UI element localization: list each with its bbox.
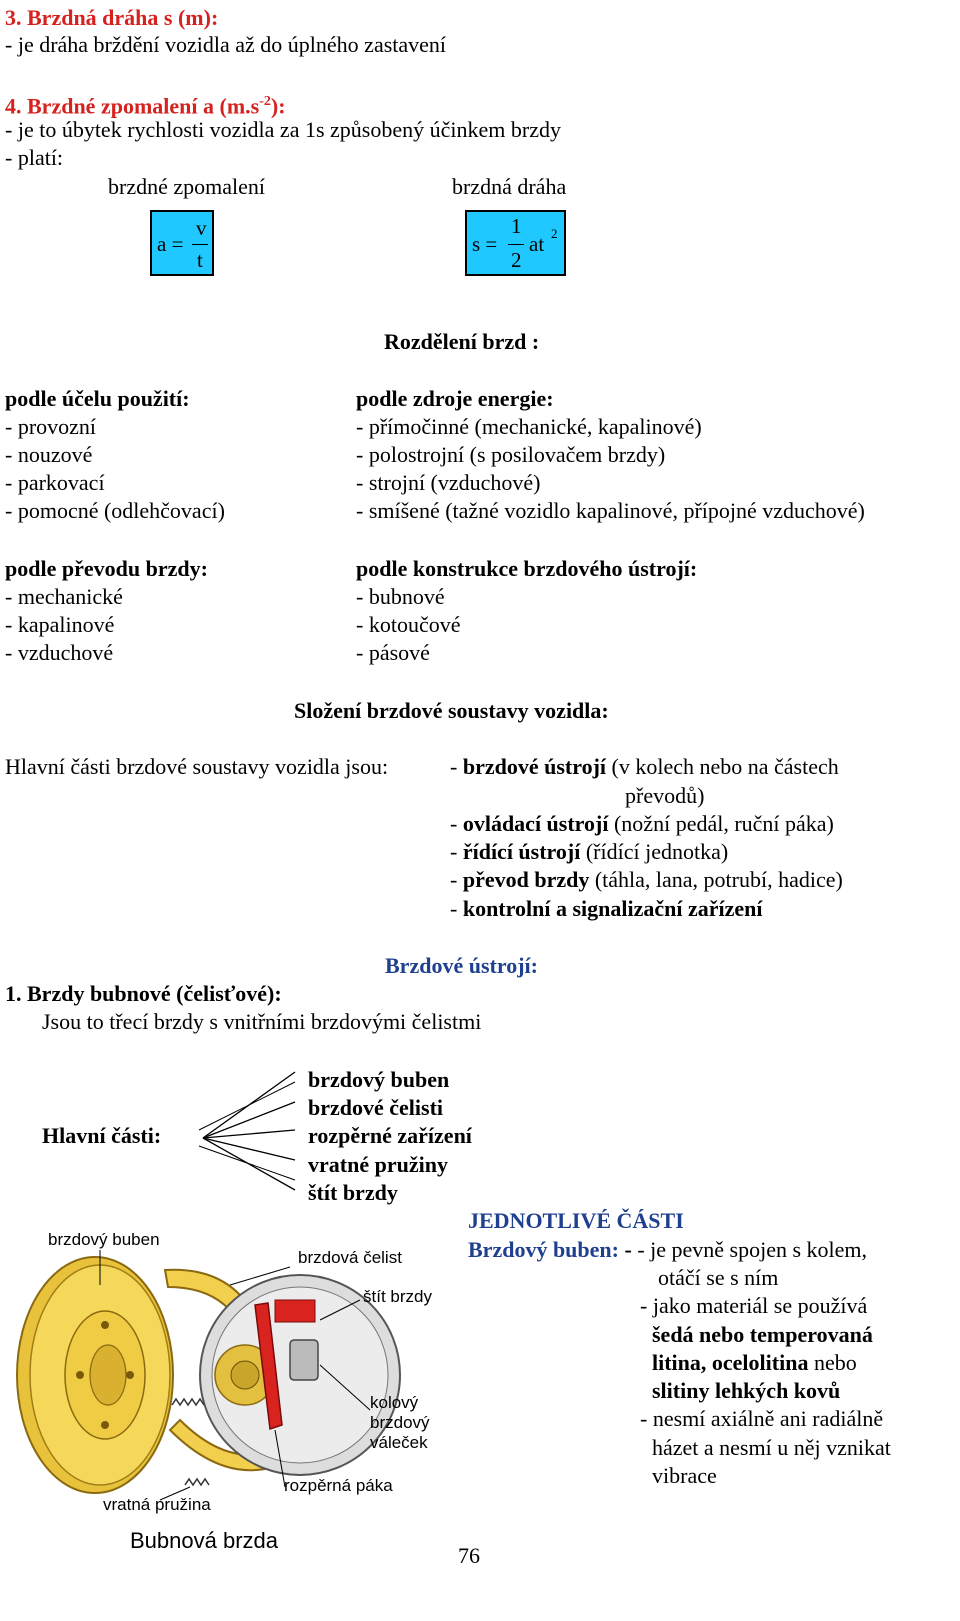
formula-s-num: 1 — [511, 214, 522, 238]
composition-part: - řídící ústrojí (řídící jednotka) — [450, 839, 729, 864]
list-item: - kapalinové — [5, 612, 115, 637]
construction-heading: podle konstrukce brzdového ústrojí: — [356, 556, 698, 581]
composition-part: - kontrolní a signalizační zařízení — [450, 896, 763, 921]
connector-lines — [195, 1060, 305, 1210]
formula-a-num: v — [196, 216, 207, 240]
list-item: - strojní (vzduchové) — [356, 470, 541, 495]
main-part-item: brzdové čelisti — [308, 1095, 444, 1120]
list-item: - pomocné (odlehčovací) — [5, 498, 225, 523]
main-part-item: rozpěrné zařízení — [308, 1123, 472, 1148]
list-item: - mechanické — [5, 584, 123, 609]
main-part-item: brzdový buben — [308, 1067, 450, 1092]
composition-intro: Hlavní části brzdové soustavy vozidla jsou: — [5, 754, 389, 779]
page-number: 76 — [458, 1543, 480, 1568]
label-shoe: brzdová čelist — [298, 1248, 402, 1267]
drum-detail-line: - jako materiál se používá — [640, 1293, 868, 1318]
list-item: - pásové — [356, 640, 430, 665]
formula-s-sup: 2 — [551, 226, 558, 241]
transmission-heading: podle převodu brzdy: — [5, 556, 208, 581]
composition-part: - převod brzdy (táhla, lana, potrubí, hadice) — [450, 867, 843, 892]
formula-a-den: t — [197, 248, 203, 272]
list-item: - parkovací — [5, 470, 105, 495]
section3-title: 3. Brzdná dráha s (m): — [5, 5, 219, 30]
formula-s-rhs: at — [529, 232, 545, 256]
formula-a-box — [150, 210, 214, 276]
main-parts-label: Hlavní části: — [42, 1123, 162, 1148]
drum-detail-line: šedá nebo temperovaná — [652, 1322, 873, 1347]
composition-part: - brzdové ústrojí (v kolech nebo na částech — [450, 754, 839, 779]
drum-detail-line: - nesmí axiálně ani radiálně — [640, 1406, 884, 1431]
list-item: - smíšené (tažné vozidlo kapalinové, přípojné vzduchové) — [356, 498, 865, 523]
parts-detail-title: JEDNOTLIVÉ ČÁSTI — [468, 1208, 684, 1233]
list-item: - kotoučové — [356, 612, 461, 637]
list-item: - nouzové — [5, 442, 93, 467]
formula-s-lhs: s = — [472, 232, 498, 256]
illustration-caption: Bubnová brzda — [130, 1528, 278, 1553]
drum-detail-line: Brzdový buben: - - je pevně spojen s kolem, — [468, 1237, 868, 1262]
main-part-item: vratné pružiny — [308, 1152, 448, 1177]
section4-title: 4. Brzdné zpomalení a $(m.s^{-2})$: — [5, 93, 286, 119]
section4-plati: - platí: — [5, 145, 64, 170]
drum-detail-line: otáčí se s ním — [658, 1265, 779, 1290]
composition-part: převodů) — [625, 783, 705, 808]
drum-desc: Jsou to třecí brzdy s vnitřními brzdovými čelistmi — [42, 1009, 482, 1034]
wheel-cylinder-drawing — [290, 1340, 318, 1380]
return-spring-drawing — [172, 1399, 204, 1405]
label-cylinder: kolový brzdový váleček — [370, 1393, 430, 1452]
main-part-item: štít brzdy — [308, 1180, 398, 1205]
list-item: - polostrojní (s posilovačem brzdy) — [356, 442, 666, 467]
list-item: - vzduchové — [5, 640, 114, 665]
brake-drum-drawing — [17, 1257, 173, 1493]
brake-device-title: Brzdové ústrojí: — [385, 953, 538, 978]
list-item: - bubnové — [356, 584, 445, 609]
formula-a-lhs: a = — [157, 232, 184, 256]
section3-text: - je dráha brždění vozidla až do úplného zastavení — [5, 32, 447, 57]
label-distance: brzdná dráha — [452, 174, 567, 199]
label-decel: brzdné zpomalení — [108, 174, 265, 199]
label-shield: štít brzdy — [363, 1287, 432, 1306]
composition-title: Složení brzdové soustavy vozidla: — [294, 698, 609, 723]
label-spring: vratná pružina — [103, 1495, 211, 1514]
drum-detail-line: litina, ocelolitina nebo — [652, 1350, 857, 1375]
purpose-heading: podle účelu použití: — [5, 386, 190, 411]
energy-heading: podle zdroje energie: — [356, 386, 554, 411]
drum-detail-line: vibrace — [652, 1463, 717, 1488]
composition-part: - ovládací ústrojí (nožní pedál, ruční páka) — [450, 811, 834, 836]
drum-heading: 1. Brzdy bubnové (čelisťové): — [5, 981, 282, 1006]
label-lever: rozpěrná páka — [284, 1476, 393, 1495]
label-drum: brzdový buben — [48, 1230, 160, 1249]
formula-s-den: 2 — [511, 248, 522, 272]
division-title: Rozdělení brzd : — [384, 329, 540, 354]
drum-detail-line: slitiny lehkých kovů — [652, 1378, 841, 1403]
list-item: - přímočinné (mechanické, kapalinové) — [356, 414, 702, 439]
formula-s-box — [465, 210, 566, 276]
drum-detail-line: házet a nesmí u něj vznikat — [652, 1435, 891, 1460]
list-item: - provozní — [5, 414, 97, 439]
section4-text: - je to úbytek rychlosti vozidla za 1s způsobený účinkem brzdy — [5, 117, 561, 142]
drum-brake-illustration — [0, 1225, 470, 1555]
